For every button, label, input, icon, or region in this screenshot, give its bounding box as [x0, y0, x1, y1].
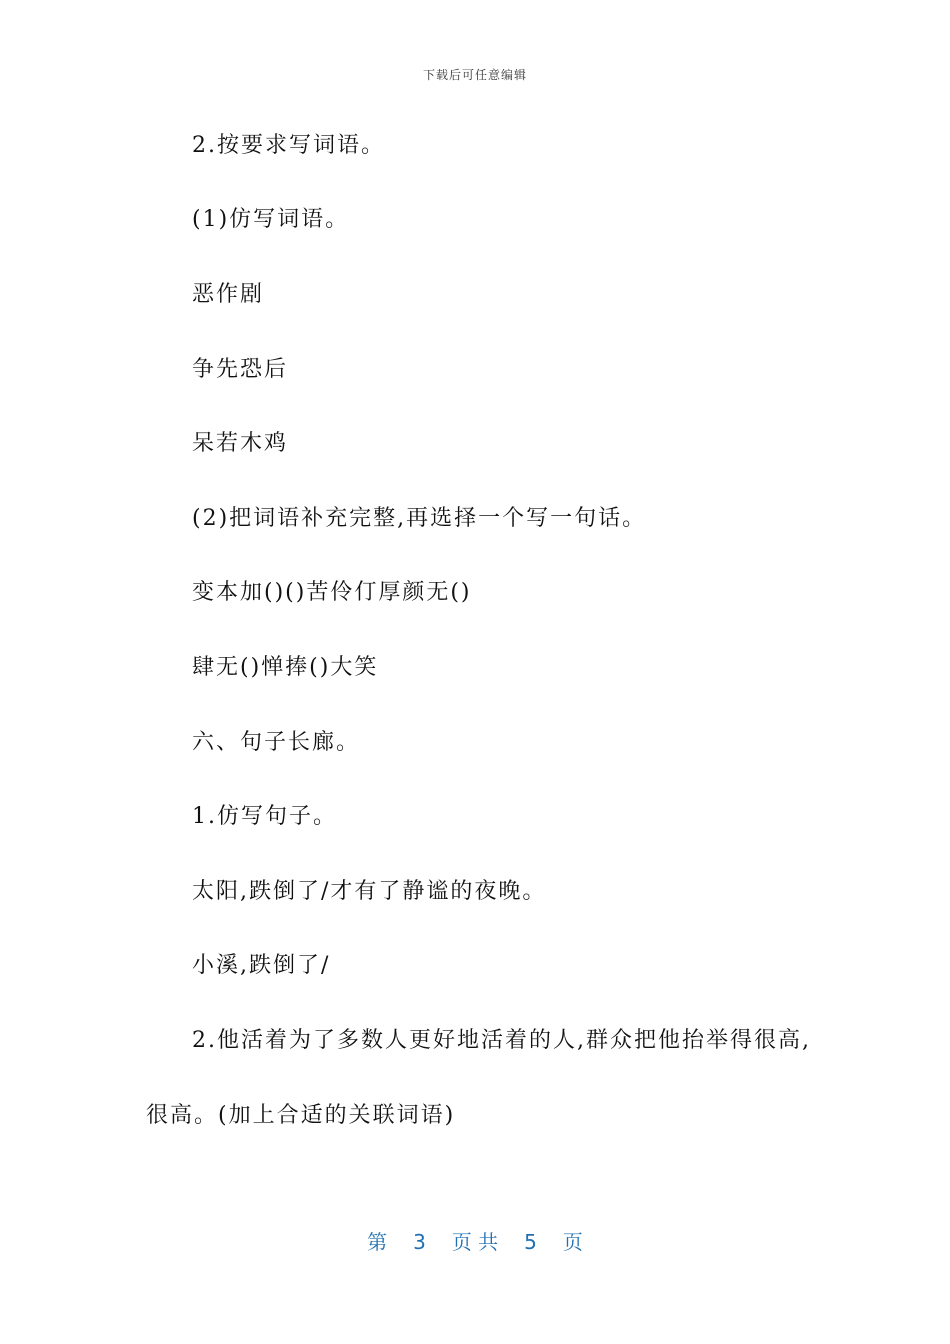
text-line: 太阳,跌倒了/才有了静谧的夜晚。 [192, 879, 547, 904]
footer-current-page: 3 [413, 1230, 426, 1254]
text-line: 很高。(加上合适的关联词语) [146, 1103, 456, 1128]
page-footer [0, 1226, 950, 1255]
text-line: 2.按要求写词语。 [192, 133, 385, 158]
text-line: 变本加()()苦伶仃厚颜无() [192, 580, 472, 605]
text-line: 1.仿写句子。 [192, 804, 337, 829]
footer-prefix: 第 [367, 1230, 388, 1254]
text-line: 小溪,跌倒了/ [192, 953, 331, 978]
text-line: 争先恐后 [192, 357, 289, 382]
text-line: 呆若木鸡 [192, 431, 289, 456]
footer-suffix: 页 [562, 1230, 583, 1254]
text-line: (1)仿写词语。 [192, 207, 350, 232]
page-header-note: 下载后可任意编辑 [422, 68, 527, 82]
text-line: 肆无()惮捧()大笑 [192, 655, 379, 680]
section-heading: 六、句子长廊。 [192, 730, 361, 755]
footer-middle: 页 共 [451, 1230, 499, 1254]
text-line: 2.他活着为了多数人更好地活着的人,群众把他抬举得很高, [192, 1028, 811, 1053]
footer-total-pages: 5 [524, 1230, 537, 1254]
text-line: (2)把词语补充完整,再选择一个写一句话。 [192, 506, 647, 531]
text-line: 恶作剧 [192, 282, 265, 307]
